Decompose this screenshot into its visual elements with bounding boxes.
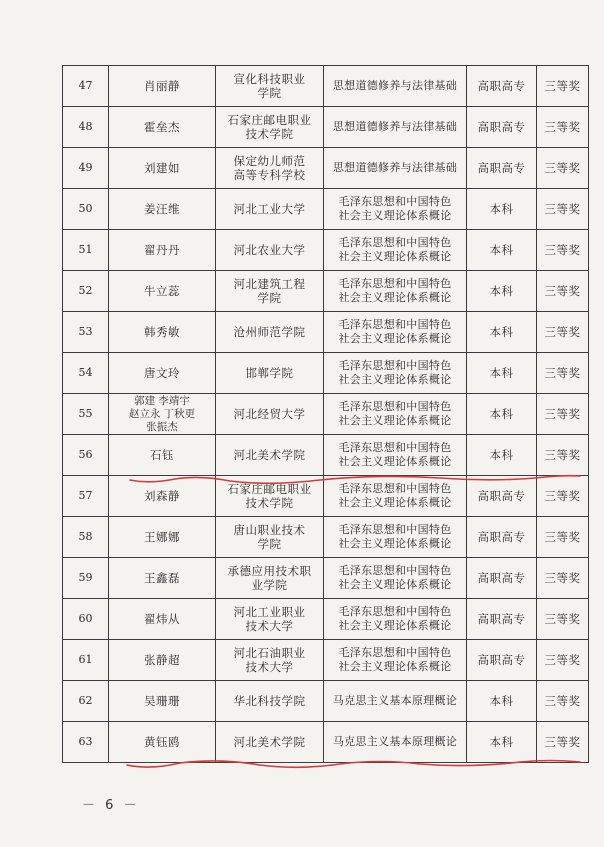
winner-name-cell [109, 66, 216, 107]
awards-table-body [63, 66, 589, 763]
school-cell-line: 河北美术学院 [233, 448, 306, 462]
school-cell-line: 河北工业职业 [233, 605, 306, 619]
school-cell-line: 河北建筑工程 [233, 277, 306, 291]
course-cell-line: 社会主义理论体系概论 [338, 578, 452, 591]
school-cell [216, 681, 324, 722]
row-number-cell: 63 [63, 722, 109, 763]
school-cell-line: 邯郸学院 [245, 366, 294, 380]
winner-name-cell-line: 王鑫磊 [144, 571, 180, 585]
school-cell [216, 435, 324, 476]
course-cell-line: 社会主义理论体系概论 [338, 414, 452, 427]
school-cell-line: 沧州师范学院 [233, 325, 306, 339]
school-cell-line: 技术大学 [245, 660, 294, 674]
winner-name-cell-line: 郭建 李靖宇 [134, 394, 190, 407]
winner-name-cell [109, 148, 216, 189]
school-cell-line: 石家庄邮电职业 [227, 482, 312, 496]
winner-name-cell-line: 张静超 [144, 653, 180, 667]
school-cell [216, 722, 324, 763]
course-cell-line: 社会主义理论体系概论 [338, 291, 452, 304]
school-cell [216, 66, 324, 107]
school-cell-line: 保定幼儿师范 [233, 154, 306, 168]
school-cell [216, 394, 324, 435]
level-cell: 本科 [467, 722, 537, 763]
course-cell-line: 社会主义理论体系概论 [338, 332, 452, 345]
table-row [63, 353, 589, 394]
course-cell [324, 435, 467, 476]
level-cell: 本科 [467, 394, 537, 435]
table-row [63, 558, 589, 599]
level-cell: 高职高专 [467, 558, 537, 599]
winner-name-cell-line: 霍垒杰 [144, 120, 180, 134]
course-cell-line: 毛泽东思想和中国特色 [338, 564, 452, 577]
course-cell-line: 毛泽东思想和中国特色 [338, 277, 452, 290]
winner-name-cell-line: 王娜娜 [144, 530, 180, 544]
course-cell-line: 毛泽东思想和中国特色 [338, 482, 452, 495]
table-row [63, 189, 589, 230]
award-cell: 三等奖 [537, 435, 589, 476]
table-row [63, 681, 589, 722]
level-cell: 高职高专 [467, 599, 537, 640]
row-number-cell: 53 [63, 312, 109, 353]
award-cell: 三等奖 [537, 517, 589, 558]
course-cell-line: 社会主义理论体系概论 [338, 660, 452, 673]
school-cell-line: 技术学院 [245, 496, 294, 510]
course-cell [324, 189, 467, 230]
school-cell-line: 华北科技学院 [233, 694, 306, 708]
winner-name-cell-line: 赵立永 丁秋更 [128, 407, 196, 420]
award-cell: 三等奖 [537, 66, 589, 107]
school-cell [216, 558, 324, 599]
award-cell: 三等奖 [537, 312, 589, 353]
row-number-cell: 52 [63, 271, 109, 312]
level-cell: 高职高专 [467, 517, 537, 558]
course-cell [324, 681, 467, 722]
award-cell: 三等奖 [537, 353, 589, 394]
level-cell: 本科 [467, 435, 537, 476]
course-cell [324, 353, 467, 394]
school-cell [216, 148, 324, 189]
course-cell-line: 毛泽东思想和中国特色 [338, 236, 452, 249]
level-cell: 高职高专 [467, 148, 537, 189]
row-number-cell: 58 [63, 517, 109, 558]
course-cell-line: 社会主义理论体系概论 [338, 373, 452, 386]
level-cell: 本科 [467, 353, 537, 394]
level-cell: 高职高专 [467, 640, 537, 681]
table-row [63, 476, 589, 517]
course-cell-line: 社会主义理论体系概论 [338, 496, 452, 509]
course-cell-line: 社会主义理论体系概论 [338, 250, 452, 263]
course-cell [324, 599, 467, 640]
award-cell: 三等奖 [537, 189, 589, 230]
course-cell [324, 312, 467, 353]
table-row [63, 640, 589, 681]
winner-name-cell [109, 476, 216, 517]
school-cell-line: 河北工业大学 [233, 202, 306, 216]
winner-name-cell [109, 558, 216, 599]
course-cell-line: 毛泽东思想和中国特色 [338, 523, 452, 536]
school-cell [216, 312, 324, 353]
course-cell-line: 毛泽东思想和中国特色 [338, 441, 452, 454]
winner-name-cell-line: 刘建如 [144, 161, 180, 175]
course-cell [324, 271, 467, 312]
winner-name-cell-line: 张振杰 [146, 420, 178, 433]
award-cell: 三等奖 [537, 107, 589, 148]
course-cell [324, 476, 467, 517]
row-number-cell: 55 [63, 394, 109, 435]
school-cell-line: 唐山职业技术 [233, 523, 306, 537]
level-cell: 本科 [467, 271, 537, 312]
row-number-cell: 57 [63, 476, 109, 517]
table-row [63, 722, 589, 763]
award-cell: 三等奖 [537, 681, 589, 722]
row-number-cell: 54 [63, 353, 109, 394]
course-cell-line: 毛泽东思想和中国特色 [338, 318, 452, 331]
course-cell-line: 思想道德修养与法律基础 [332, 79, 458, 92]
award-cell: 三等奖 [537, 148, 589, 189]
course-cell-line: 毛泽东思想和中国特色 [338, 400, 452, 413]
winner-name-cell [109, 271, 216, 312]
course-cell-line: 马克思主义基本原理概论 [332, 694, 458, 707]
table-row [63, 517, 589, 558]
winner-name-cell-line: 肖丽静 [144, 79, 180, 93]
school-cell [216, 599, 324, 640]
school-cell-line: 学院 [257, 537, 282, 551]
course-cell [324, 230, 467, 271]
school-cell-line: 河北农业大学 [233, 243, 306, 257]
table-row [63, 599, 589, 640]
school-cell-line: 学院 [257, 291, 282, 305]
level-cell: 本科 [467, 189, 537, 230]
winner-name-cell-line: 姜汪维 [144, 202, 180, 216]
course-cell-line: 社会主义理论体系概论 [338, 619, 452, 632]
school-cell-line: 技术学院 [245, 127, 294, 141]
school-cell-line: 业学院 [251, 578, 288, 592]
award-cell: 三等奖 [537, 230, 589, 271]
award-cell: 三等奖 [537, 394, 589, 435]
table-row [63, 230, 589, 271]
course-cell [324, 394, 467, 435]
level-cell: 高职高专 [467, 476, 537, 517]
course-cell [324, 640, 467, 681]
school-cell-line: 宣化科技职业 [233, 72, 306, 86]
winner-name-cell [109, 640, 216, 681]
course-cell-line: 毛泽东思想和中国特色 [338, 359, 452, 372]
course-cell-line: 社会主义理论体系概论 [338, 209, 452, 222]
course-cell-line: 社会主义理论体系概论 [338, 455, 452, 468]
table-row [63, 107, 589, 148]
winner-name-cell-line: 黄钰鸥 [144, 735, 180, 749]
level-cell: 高职高专 [467, 66, 537, 107]
school-cell [216, 476, 324, 517]
winner-name-cell [109, 435, 216, 476]
school-cell [216, 189, 324, 230]
winner-name-cell-line: 翟炜从 [144, 612, 180, 626]
winner-name-cell-line: 吴珊珊 [144, 694, 180, 708]
award-cell: 三等奖 [537, 722, 589, 763]
winner-name-cell-line: 翟丹丹 [144, 243, 180, 257]
school-cell-line: 学院 [257, 86, 282, 100]
course-cell-line: 社会主义理论体系概论 [338, 537, 452, 550]
row-number-cell: 59 [63, 558, 109, 599]
course-cell [324, 517, 467, 558]
award-cell: 三等奖 [537, 558, 589, 599]
winner-name-cell-line: 石钰 [150, 448, 174, 462]
course-cell-line: 思想道德修养与法律基础 [332, 120, 458, 133]
table-row [63, 271, 589, 312]
table-row [63, 66, 589, 107]
winner-name-cell [109, 681, 216, 722]
award-cell: 三等奖 [537, 640, 589, 681]
school-cell [216, 230, 324, 271]
winner-name-cell-line: 唐文玲 [144, 366, 180, 380]
winner-name-cell-line: 韩秀敏 [144, 325, 180, 339]
row-number-cell: 48 [63, 107, 109, 148]
school-cell-line: 技术大学 [245, 619, 294, 633]
winner-name-cell [109, 230, 216, 271]
table-row [63, 148, 589, 189]
winner-name-cell [109, 107, 216, 148]
row-number-cell: 47 [63, 66, 109, 107]
winner-name-cell [109, 599, 216, 640]
school-cell-line: 河北美术学院 [233, 735, 306, 749]
page-number: － 6 － [82, 798, 140, 813]
table-row [63, 435, 589, 476]
table-row [63, 312, 589, 353]
row-number-cell: 62 [63, 681, 109, 722]
school-cell [216, 353, 324, 394]
course-cell-line: 毛泽东思想和中国特色 [338, 605, 452, 618]
table-row [63, 394, 589, 435]
row-number-cell: 60 [63, 599, 109, 640]
school-cell-line: 承德应用技术职 [227, 564, 312, 578]
row-number-cell: 49 [63, 148, 109, 189]
level-cell: 本科 [467, 312, 537, 353]
row-number-cell: 51 [63, 230, 109, 271]
row-number-cell: 61 [63, 640, 109, 681]
school-cell [216, 107, 324, 148]
awards-table [62, 65, 589, 763]
course-cell-line: 毛泽东思想和中国特色 [338, 195, 452, 208]
row-number-cell: 50 [63, 189, 109, 230]
school-cell-line: 高等专科学校 [233, 168, 306, 182]
award-cell: 三等奖 [537, 271, 589, 312]
course-cell [324, 722, 467, 763]
winner-name-cell [109, 189, 216, 230]
winner-name-cell-line: 刘森静 [144, 489, 180, 503]
course-cell [324, 148, 467, 189]
winner-name-cell [109, 517, 216, 558]
school-cell [216, 517, 324, 558]
course-cell-line: 马克思主义基本原理概论 [332, 735, 458, 748]
school-cell [216, 271, 324, 312]
winner-name-cell-line: 牛立蕊 [144, 284, 180, 298]
winner-name-cell [109, 394, 216, 435]
level-cell: 本科 [467, 681, 537, 722]
level-cell: 本科 [467, 230, 537, 271]
course-cell-line: 思想道德修养与法律基础 [332, 161, 458, 174]
course-cell-line: 毛泽东思想和中国特色 [338, 646, 452, 659]
award-cell: 三等奖 [537, 476, 589, 517]
school-cell-line: 河北经贸大学 [233, 407, 306, 421]
course-cell [324, 66, 467, 107]
school-cell [216, 640, 324, 681]
level-cell: 高职高专 [467, 107, 537, 148]
course-cell [324, 558, 467, 599]
award-cell: 三等奖 [537, 599, 589, 640]
school-cell-line: 河北石油职业 [233, 646, 306, 660]
winner-name-cell [109, 722, 216, 763]
school-cell-line: 石家庄邮电职业 [227, 113, 312, 127]
row-number-cell: 56 [63, 435, 109, 476]
course-cell [324, 107, 467, 148]
winner-name-cell [109, 312, 216, 353]
winner-name-cell [109, 353, 216, 394]
